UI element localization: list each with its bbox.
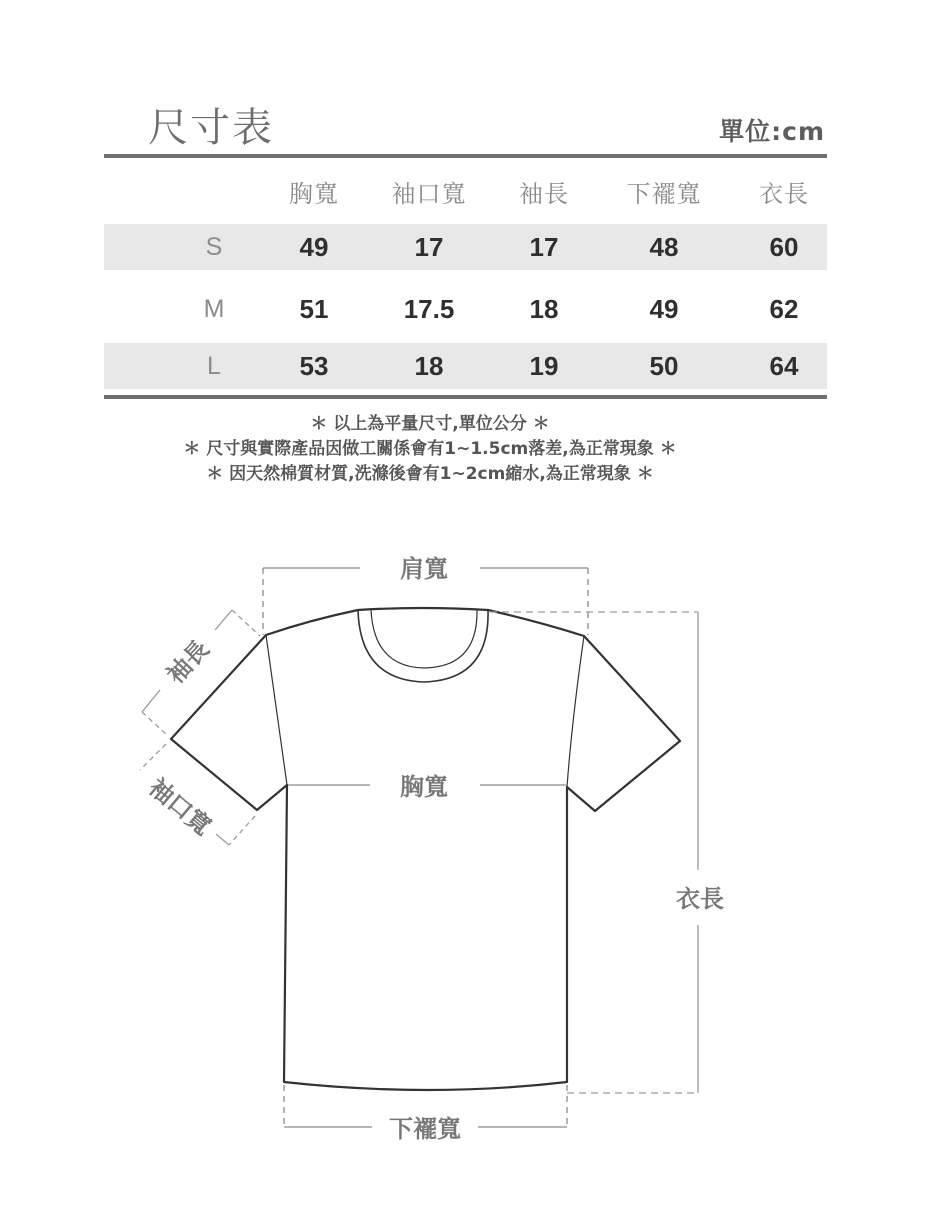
unit-label: 單位:cm — [719, 117, 825, 146]
tshirt-outline — [171, 608, 680, 1090]
column-header-length: 衣長 — [759, 179, 809, 208]
note-line: ＊ 尺寸與實際產品因做工關係會有1~1.5cm落差,為正常現象 ＊ — [183, 439, 677, 459]
table-cell: 64 — [769, 350, 799, 381]
table-cell: 50 — [649, 350, 679, 381]
note-line: ＊ 因天然棉質材質,洗滌後會有1~2cm縮水,為正常現象 ＊ — [206, 464, 654, 484]
table-cell: 18 — [529, 293, 559, 324]
size-cell: L — [207, 351, 221, 380]
sleeve-length-label: 袖長 — [161, 634, 215, 690]
table-cell: 49 — [649, 293, 679, 324]
shoulder-label: 肩寬 — [400, 555, 448, 583]
length-label: 衣長 — [676, 885, 724, 913]
table-cell: 17.5 — [403, 293, 455, 324]
column-header-hem: 下襬寬 — [626, 179, 702, 208]
table-cell: 17 — [529, 231, 559, 262]
table-cell: 19 — [529, 350, 559, 381]
column-header-sleeve: 袖長 — [519, 179, 569, 208]
table-cell: 60 — [769, 231, 799, 262]
size-cell: S — [205, 232, 223, 261]
size-cell: M — [203, 294, 225, 323]
cuff-label: 袖口寬 — [143, 773, 217, 841]
note-line: ＊ 以上為平量尺寸,單位公分 ＊ — [310, 414, 550, 434]
tshirt-collar-inner — [371, 610, 477, 668]
table-cell: 18 — [414, 350, 444, 381]
table-cell: 48 — [649, 231, 679, 262]
table-cell: 17 — [414, 231, 444, 262]
sleeve-length-marker — [142, 610, 260, 736]
column-header-chest: 胸寬 — [289, 179, 339, 208]
page-title: 尺寸表 — [148, 105, 274, 151]
hem-label: 下襬寬 — [389, 1115, 461, 1143]
table-cell: 62 — [769, 293, 799, 324]
right-armhole-seam — [567, 636, 584, 787]
tshirt-collar — [358, 610, 488, 682]
body-length-marker — [490, 612, 698, 1093]
table-cell: 49 — [299, 231, 329, 262]
column-header-cuff: 袖口寬 — [391, 179, 467, 208]
table-cell: 53 — [299, 350, 329, 381]
table-cell: 51 — [299, 293, 329, 324]
chest-label: 胸寬 — [400, 773, 448, 801]
left-armhole-seam — [266, 635, 287, 785]
